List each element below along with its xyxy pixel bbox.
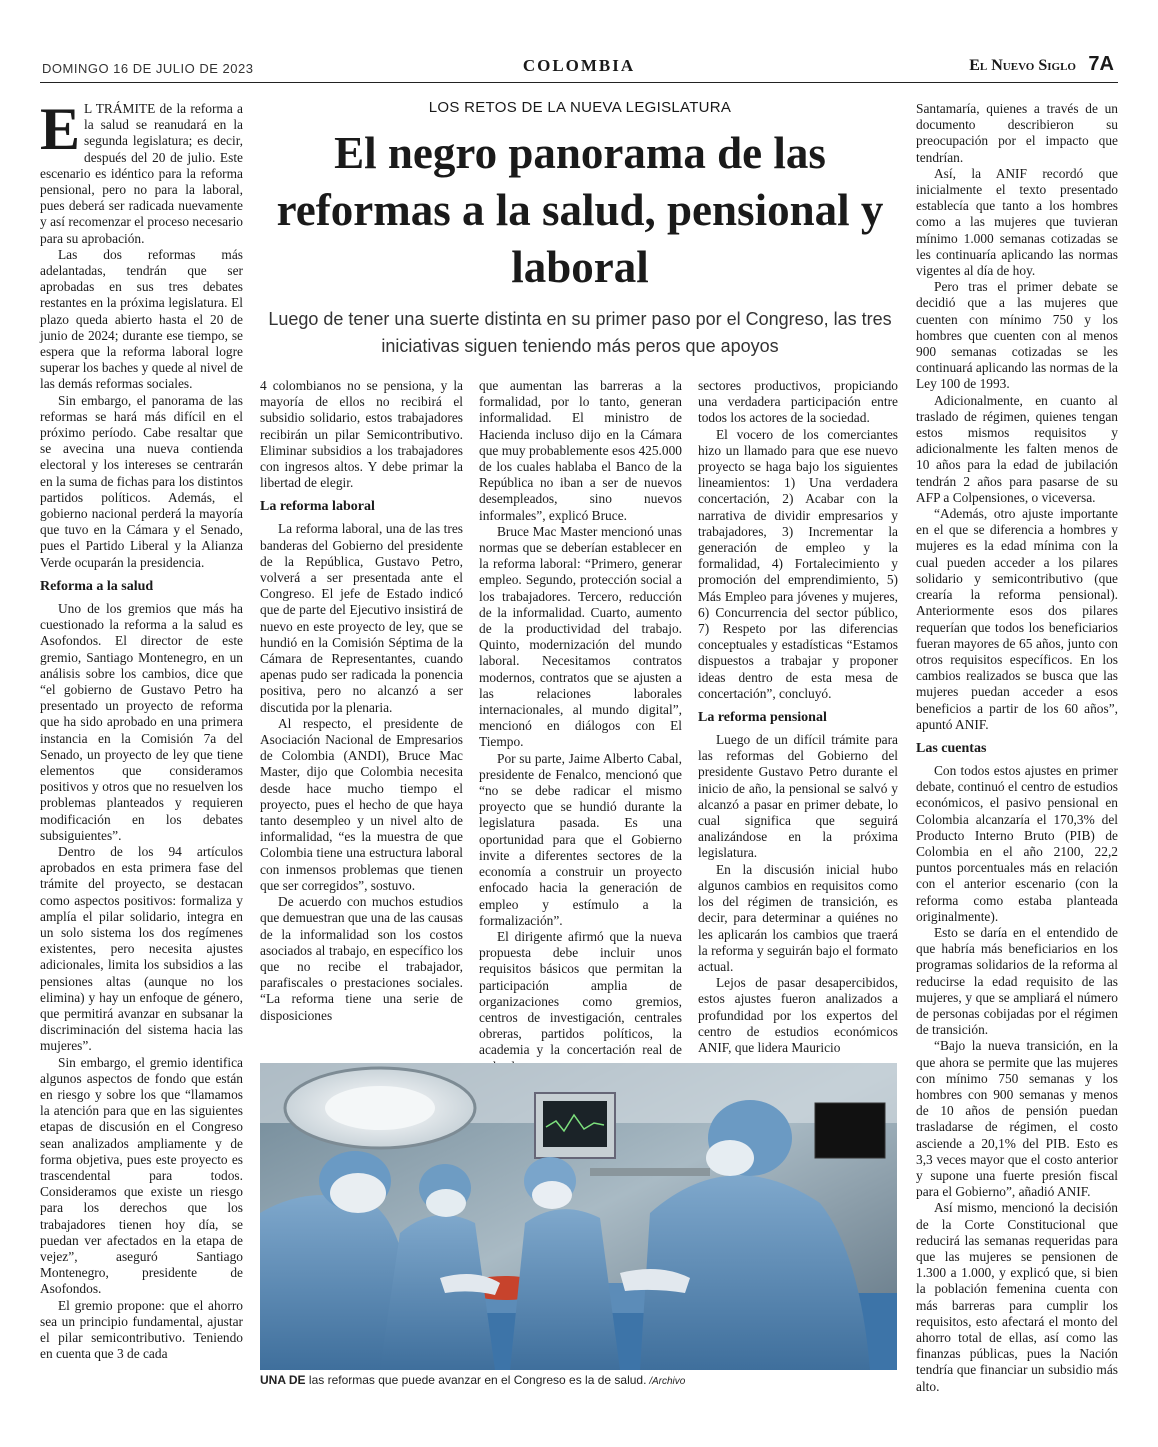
caption-lead: UNA DE (260, 1373, 306, 1387)
paragraph: Pero tras el primer debate se decidió que a las mujeres que cuenten con mínimo 750 y los hombres que cuenten con al menos 900 semanas cotizadas se les continuará aplicando las normas de la Ley 100 de 1993. (916, 279, 1118, 392)
page-number: 7A (1088, 53, 1114, 75)
section-name: COLOMBIA (522, 56, 636, 75)
paragraph: Luego de un difícil trámite para las reformas del Gobierno del presidente Gustavo Petro durante el inicio de año, la pensional se salvó y alcanzó a pasar en primer debate, lo cual significa que seguirá analizándose en la próxima legislatura. (698, 732, 898, 861)
paragraph: Uno de los gremios que más ha cuestionado la reforma a la salud es Asofondos. El director de este gremio, Santiago Montenegro, en un análisis sobre los cambios, dice que “el gobierno de Gustavo Petro ha presentado un proyecto de reforma que ha sido aprobado en una primera instancia en la Comisión 7a del Senado, un proyecto de ley que tiene elementos que consideramos positivos y otros que no resuelven los problemas planteados y requieren modificación en los debates subsiguientes”. (40, 600, 243, 843)
lead-paragraph (40, 96, 243, 247)
paragraph: “Además, otro ajuste importante en el que se diferencia a hombres y mujeres es la edad mínima con la cual pueden acceder a los pilares solidario y semicontributivo (que crearía la reforma pensional). Anteriormente esos dos pilares requerían que todos los beneficiarios fueran mayores de 65 años, junto con otros requisitos específicos. En los cambios realizados se busca que las mujeres puedan acceder a esos beneficios a partir de los 60 años”, apuntó ANIF. (916, 506, 1118, 732)
paragraph: Adicionalmente, en cuanto al traslado de régimen, quienes tengan estos mismos requisitos y adicionalmente les falten menos de 10 años para la edad de jubilación tendrán 2 años para pasarse de su AFP a Colpensiones, o viceversa. (916, 392, 1118, 505)
paragraph: Por su parte, Jaime Alberto Cabal, presidente de Fenalco, mencionó que “no se debe radicar el mismo proyecto que se hundió durante la legislatura pasada. Es una oportunidad para que el Gobierno invite a diferentes sectores de la economía a construir un proyecto enfocado hacia la generación de empleo y estímulo a la formalización”. (479, 750, 682, 928)
column-2 (260, 378, 463, 1024)
surgery-photo (260, 1063, 897, 1370)
paragraph: 4 colombianos no se pensiona, y la mayoría de ellos no recibirá el subsidio solidario, estos trabajadores recibirán un pilar Semicontributivo. Eliminar subsidios a los trabajadores con ingresos altos. Y debe primar la libertad de elegir. (260, 378, 463, 491)
photo-caption (260, 1373, 897, 1387)
paragraph: Así mismo, mencionó la decisión de la Corte Constitucional que reducirá las semanas requeridas para que las mujeres se pensionen de 1.300 a 1.000, y explicó que, si bien la población femenina cuenta con más barreras para cumplir los requisitos, esto afectará el monto del ahorro total de ellas, así como las finanzas públicas, pues la Nación tendría que financiar un subsidio más alto. (916, 1200, 1118, 1394)
header-date: DOMINGO 16 DE JULIO DE 2023 (42, 61, 254, 76)
article-headline: El negro panorama de las reformas a la salud, pensional y laboral (276, 128, 884, 292)
paragraph: El dirigente afirmó que la nueva propuesta debe incluir unos requisitos básicos que permitan la participación amplia de organizaciones como gremios, centros de investigación, centrales obreras, partidos políticos, la academia y la concertación real de (479, 928, 682, 1058)
paragraph: sectores productivos, propiciando una verdadera participación entre todos los actores de la sociedad. (698, 378, 898, 426)
newspaper-name: El Nuevo Siglo (969, 57, 1076, 74)
column-3 (479, 378, 682, 1075)
paragraph: Así, la ANIF recordó que inicialmente el texto presentado establecía que tanto a los hombres como a las mujeres que tuvieran mínimo 1.000 semanas cotizadas se les continuaría aplicando las normas vigentes al día de hoy. (916, 165, 1118, 279)
subheading-salud: Reforma a la salud (40, 578, 154, 594)
paragraph: Lejos de pasar desapercibidos, estos ajustes fueron analizados a profundidad por los expertos del centro de estudios económicos ANIF, que lidera Mauricio (698, 975, 898, 1055)
paragraph: Con todos estos ajustes en primer debate, continuó el centro de estudios económicos, el pasivo pensional en Colombia alcanzaría el 170,3% del Producto Interno Bruto (PIB) de Colombia en el año 2100, 22,2 puntos porcentuales más en relación con el anterior escenario (con la reforma como estaba planteada originalmente). (916, 762, 1118, 924)
caption-credit: /Archivo (646, 1376, 686, 1387)
article-kicker: LOS RETOS DE LA NUEVA LEGISLATURA (428, 99, 732, 116)
paragraph: Bruce Mac Master mencionó unas normas que se deberían establecer en la reforma laboral: “Primero, generar empleo. Segundo, protección social a los trabajadores. Tercero, reducción de la informalidad. Cuarto, aumento de la productividad del trabajo. Quinto, modernización del mundo laboral. Necesitamos contratos modernos, contratos que se ajusten a las relaciones laborales internacionales, al mundo digital”, mencionó en diálogos con El Tiempo. (479, 523, 682, 750)
paragraph: En la discusión inicial hubo algunos cambios en requisitos como los del régimen de transición, es decir, para determinar a quiénes no les aplicarán los cambios que traerá la reforma y seguirán bajo el formato actual. (698, 861, 898, 974)
paragraph: De acuerdo con muchos estudios que demuestran que una de las causas de la informalidad son los costos asociados al trabajo, en específico los que no recibe el trabajador, parafiscales o prestaciones sociales. “La reforma tiene una serie de disposiciones (260, 894, 463, 1023)
drop-cap: E (40, 96, 81, 162)
paragraph: Dentro de los 94 artículos aprobados en esta primera fase del trámite del proyecto, se destacan como aspectos positivos: formaliza y amplía el pilar solidario, integra en un solo sistema los dos regímenes existentes, pero necesita ajustes adicionales, limita los subsidios a las pensiones altas (aunque no los elimina) y hay un enfoque de género, que permitirá avanzar en subsanar la discriminación del sistema hacia las mujeres”. (40, 843, 243, 1054)
caption-text: las reformas que puede avanzar en el Congreso es la de salud. (305, 1373, 647, 1387)
paragraph: “Bajo la nueva transición, en la que ahora se permite que las mujeres con mínimo 750 semanas y los hombres con 900 semanas y menos de 10 años de pensión puedan trasladarse de régimen, el costo asciende a 20,1% del PIB. Esto es 3,3 veces mayor que el costo anterior y supone una fuerte presión fiscal para el Gobierno”, añadió ANIF. (916, 1038, 1118, 1200)
paragraph: Las dos reformas más adelantadas, tendrán que ser aprobadas en sus tres debates restantes en la próxima legislatura. El plazo queda abierto hasta el 20 de junio de 2024; durante ese tiempo, se espera que la reforma laboral logre superar los baches y quede al nivel de las demás reformas sociales. (40, 246, 243, 392)
paragraph: La reforma laboral, una de las tres banderas del Gobierno del presidente de la República, Gustavo Petro, volverá a ser presentada ante el Congreso. El jefe de Estado indicó que de parte del Ejecutivo insistirá de nuevo en este proyecto de ley, que se hundió en la Comisión Séptima de la Cámara de Representantes, cuando apenas pudo ser radicada la ponencia positiva, pero no alcanzó a ser discutida por la plenaria. (260, 521, 463, 715)
paragraph: El gremio propone: que el ahorro sea un principio fundamental, ajustar el pilar semicontributivo. Teniendo en cuenta que 3 de cada (40, 1297, 243, 1362)
paragraph: Santamaría, quienes a través de un documento describieron su preocupación por el impacto que tendrían. (916, 101, 1118, 165)
paragraph: Sin embargo, el panorama de las reformas se hará más difícil en el próximo período. Cabe resaltar que se avecina una nueva contienda electoral y los intereses se centrarán en la suma de fichas para los distintos partidos políticos. Además, el gobierno nacional perderá la mayoría que tuvo en la Cámara y el Senado, pues el Partido Liberal y la Alianza Verde ocuparán la presidencia. (40, 392, 243, 570)
paragraph: El vocero de los comerciantes hizo un llamado para que ese nuevo proyecto se haga bajo los siguientes lineamientos: 1) Una verdadera concertación, 2) Acabar con la narrativa de dividir empresarios y trabajadores, 3) Incrementar la generación de empleo y la formalidad, 4) Fortalecimiento y promoción del emprendimiento, 5) Más Empleo para jóvenes y mujeres, 6) Concurrencia del sector público, 7) Respeto por las diferencias conceptuales y estadísticas “Estamos dispuestos a trabajar y proponer ideas dentro de esta mesa de concertación”, concluyó. (698, 426, 898, 701)
paragraph: que aumentan las barreras a la formalidad, por lo tanto, generan informalidad. El ministro de Hacienda incluso dijo en la Cámara que muy probablemente esos 425.000 de los cuales hablaba el Banco de la República no iban a ser de nuevos desempleados, sino nuevos informales”, explicó Bruce. (479, 378, 682, 523)
subheading-laboral: La reforma laboral (260, 499, 375, 515)
column-1 (40, 96, 243, 1362)
subheading-pensional: La reforma pensional (698, 710, 827, 726)
column-5 (916, 101, 1118, 1395)
paragraph: Al respecto, el presidente de Asociación Nacional de Empresarios de Colombia (ANDI), Bruce Mac Master, dijo que Colombia necesita desde hace mucho tiempo el proyecto, pues el hecho de que haya tanto desempleo y un nivel alto de informalidad, “es la muestra de que Colombia tiene una estructura laboral con inmensos problemas que tienen que ser corregidos”, sostuvo. (260, 715, 463, 893)
paragraph: Sin embargo, el gremio identifica algunos aspectos de fondo que están en riesgo y sobre los que “llamamos la atención para que en las siguientes etapas de discusión en el Congreso sean analizados ampliamente y de forma objetiva, pues este proyecto es trascendental para todos. Consideramos que existe un riesgo para los derechos que los trabajadores tienen hoy día, se puedan ver afectados en la etapa de vejez”, aseguró Santiago Montenegro, presidente de Asofondos. (40, 1054, 243, 1297)
subheading-cuentas: Las cuentas (916, 740, 987, 756)
column-4 (698, 378, 898, 1056)
paragraph: Esto se daría en el entendido de que habría más beneficiarios en los programas solidarios de la reforma al reducirse la edad requisito de las mujeres, y que se ampliará el número de personas cobijadas por el régimen de transición. (916, 924, 1118, 1038)
article-subhead: Luego de tener una suerte distinta en su primer paso por el Congreso, las tres iniciativas siguen teniendo más peros que apoyos (268, 309, 892, 356)
lead-text: L TRÁMITE de la reforma a la salud se reanudará en la segunda legislatura; es decir, después del 20 de julio. Este escenario es idéntico para la reforma pensional, pero no para la laboral, pues deberá ser radicada nuevamente y así recomenzar el proceso necesario para su aprobación. (40, 101, 243, 246)
header-rule (40, 82, 1118, 83)
